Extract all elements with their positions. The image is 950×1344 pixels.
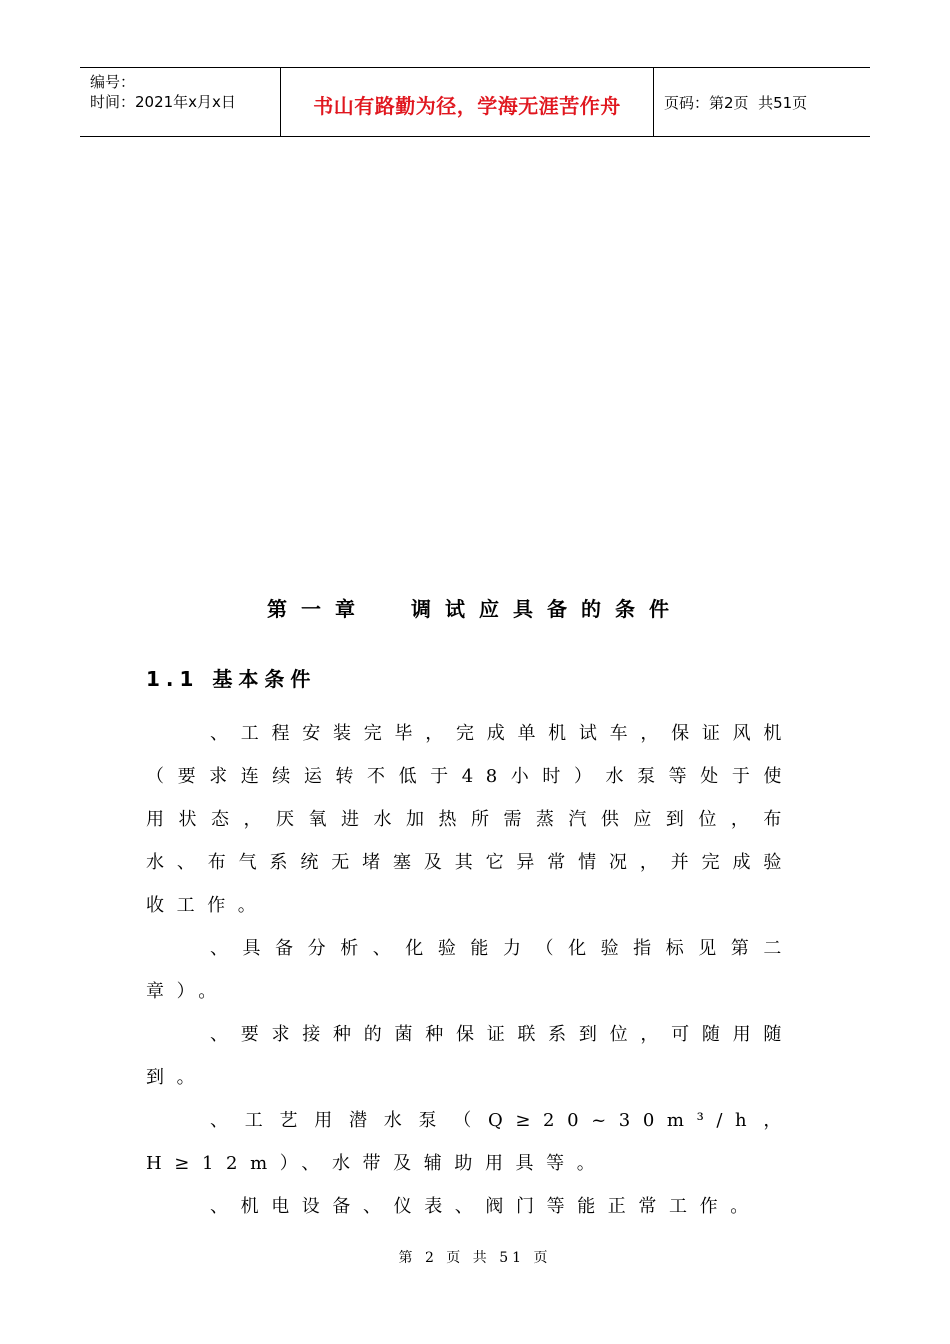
paragraph: 、要求接种的菌种保证联系到位，可随用随到。 xyxy=(146,1024,794,1088)
page-header xyxy=(80,67,870,137)
paragraph: 、具备分析、化验能力（化验指标见第二章）。 xyxy=(146,938,794,1002)
section-title: 1.1 基本条件 xyxy=(146,667,317,691)
document-time-label: 时间：2021年x月x日 xyxy=(90,93,236,111)
header-meta-cell xyxy=(80,68,281,136)
document-number-label: 编号： xyxy=(90,73,136,91)
header-motto-cell xyxy=(281,68,654,136)
header-motto: 书山有路勤为径，学海无涯苦作舟 xyxy=(313,93,621,118)
paragraph: 、工艺用潜水泵（Q≥20~30m³/h，H≥12m）、水带及辅助用具等。 xyxy=(146,1110,794,1174)
header-page-info: 页码：第2页 共51页 xyxy=(664,93,808,112)
header-page-cell xyxy=(654,68,870,136)
paragraph: 、工程安装完毕，完成单机试车，保证风机（要求连续运转不低于48小时）水泵等处于使用状态，厌氧进水加热所需蒸汽供应到位，布水、布气系统无堵塞及其它异常情况，并完成验收工作。 xyxy=(146,723,794,916)
chapter-title: 第一章 调试应具备的条件 xyxy=(267,597,683,621)
paragraph: 、机电设备、仪表、阀门等能正常工作。 xyxy=(210,1196,761,1217)
page-footer: 第 2 页 共 51 页 xyxy=(398,1250,552,1266)
body-content xyxy=(146,712,794,1228)
